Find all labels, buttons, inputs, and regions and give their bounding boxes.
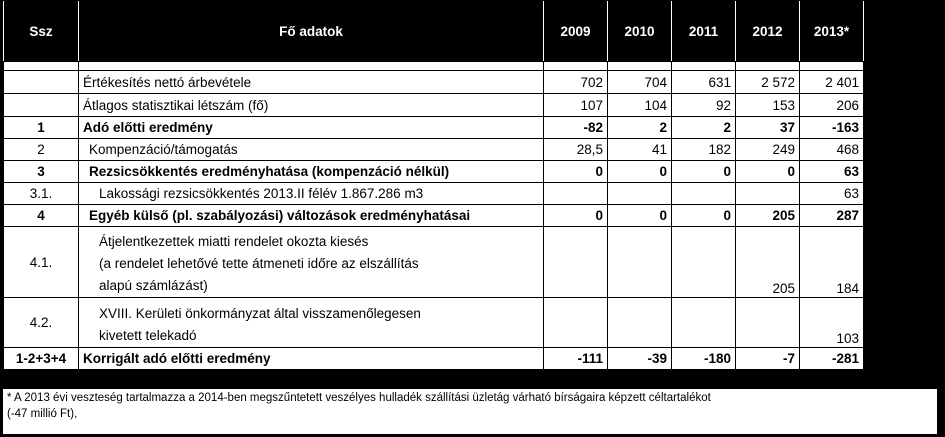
- cell-value: 0: [672, 205, 736, 227]
- cell-value: -163: [800, 117, 864, 139]
- cell-value: 0: [544, 205, 608, 227]
- cell-value: 2: [608, 117, 672, 139]
- table-row: [4, 183, 864, 205]
- cell-value: 104: [608, 94, 672, 117]
- table-row-empty: [4, 62, 864, 71]
- cell-value: 0: [608, 161, 672, 183]
- table-row: [4, 298, 864, 348]
- label-line: XVIII. Kerületi önkormányzat által visszamenőlegesen: [99, 306, 421, 321]
- cell-value: 184: [800, 227, 864, 298]
- table-row: [4, 227, 864, 298]
- cell-value: 205: [736, 227, 800, 298]
- cell-value: [736, 62, 800, 71]
- cell-value: [800, 62, 864, 71]
- cell-label: [79, 227, 544, 298]
- cell-value: -39: [608, 348, 672, 370]
- cell-label: Lakossági rezsicsökkentés 2013.II félév 1.867.286 m3: [79, 183, 544, 205]
- header-ssz: Ssz: [4, 1, 79, 62]
- cell-value: -281: [800, 348, 864, 370]
- cell-label: Egyéb külső (pl. szabályozási) változások eredményhatásai: [79, 205, 544, 227]
- cell-value: 0: [608, 205, 672, 227]
- header-year: 2010: [608, 1, 672, 62]
- cell-label: Átlagos statisztikai létszám (fő): [79, 94, 544, 117]
- cell-ssz: 2: [4, 139, 79, 161]
- cell-ssz: 1-2+3+4: [4, 348, 79, 370]
- table-row: [4, 205, 864, 227]
- cell-label: Rezsicsökkentés eredményhatása (kompenzáció nélkül): [79, 161, 544, 183]
- label-line: alapú számlázást): [99, 278, 208, 293]
- cell-value: 249: [736, 139, 800, 161]
- cell-value: -180: [672, 348, 736, 370]
- cell-value: 41: [608, 139, 672, 161]
- cell-ssz: [4, 71, 79, 94]
- cell-value: [608, 183, 672, 205]
- cell-value: [608, 62, 672, 71]
- label-line: Átjelentkezettek miatti rendelet okozta kiesés: [99, 234, 369, 249]
- cell-label: Adó előtti eredmény: [79, 117, 544, 139]
- cell-value: [544, 183, 608, 205]
- cell-value: [736, 183, 800, 205]
- cell-value: -82: [544, 117, 608, 139]
- cell-value: [544, 298, 608, 348]
- cell-value: 182: [672, 139, 736, 161]
- table-row: [4, 139, 864, 161]
- footnote-line: * A 2013 évi veszteség tartalmazza a 2014-ben megszűntetett veszélyes hulladék szállítási üzletág várható bírságaira képzett céltartalékot: [7, 392, 711, 404]
- table-row: [4, 94, 864, 117]
- cell-value: -111: [544, 348, 608, 370]
- cell-value: 63: [800, 183, 864, 205]
- cell-value: [736, 298, 800, 348]
- table-row: [4, 71, 864, 94]
- cell-value: 468: [800, 139, 864, 161]
- cell-ssz: [4, 94, 79, 117]
- cell-ssz: 3: [4, 161, 79, 183]
- table-header-row: [4, 1, 864, 62]
- header-year: 2012: [736, 1, 800, 62]
- cell-ssz: 1: [4, 117, 79, 139]
- header-year: 2013*: [800, 1, 864, 62]
- cell-value: 2: [672, 117, 736, 139]
- cell-value: 37: [736, 117, 800, 139]
- cell-value: 28,5: [544, 139, 608, 161]
- cell-ssz: 4.2.: [4, 298, 79, 348]
- cell-value: 107: [544, 94, 608, 117]
- cell-value: 287: [800, 205, 864, 227]
- cell-value: 206: [800, 94, 864, 117]
- table-row-total: [4, 348, 864, 370]
- cell-value: 0: [544, 161, 608, 183]
- cell-ssz: 4: [4, 205, 79, 227]
- cell-label: Korrigált adó előtti eredmény: [79, 348, 544, 370]
- label-line: (a rendelet lehetővé tette átmeneti időre az elszállítás: [99, 256, 419, 271]
- cell-value: [544, 227, 608, 298]
- header-year: 2009: [544, 1, 608, 62]
- header-year: 2011: [672, 1, 736, 62]
- cell-label: Értékesítés nettó árbevétele: [79, 71, 544, 94]
- cell-value: [544, 62, 608, 71]
- main-data-table: [3, 1, 864, 370]
- cell-value: 0: [672, 161, 736, 183]
- cell-value: -7: [736, 348, 800, 370]
- cell-value: 153: [736, 94, 800, 117]
- cell-value: [672, 62, 736, 71]
- cell-value: [608, 298, 672, 348]
- cell-value: 205: [736, 205, 800, 227]
- cell-value: 702: [544, 71, 608, 94]
- cell-ssz: 3.1.: [4, 183, 79, 205]
- cell-label: Kompenzáció/támogatás: [79, 139, 544, 161]
- table-row: [4, 161, 864, 183]
- table-row: [4, 117, 864, 139]
- label-line: kivetett telekadó: [99, 328, 197, 343]
- cell-value: 2 401: [800, 71, 864, 94]
- header-fo-adatok: Fő adatok: [79, 1, 544, 62]
- cell-value: [672, 298, 736, 348]
- cell-value: 631: [672, 71, 736, 94]
- cell-value: 92: [672, 94, 736, 117]
- footnote-line: (-47 millió Ft),: [7, 408, 78, 420]
- cell-value: 2 572: [736, 71, 800, 94]
- cell-label: [79, 298, 544, 348]
- cell-value: 103: [800, 298, 864, 348]
- cell-value: 63: [800, 161, 864, 183]
- cell-ssz: 4.1.: [4, 227, 79, 298]
- footnote: [3, 389, 937, 434]
- cell-ssz: [4, 62, 79, 71]
- cell-value: [608, 227, 672, 298]
- cell-value: 0: [736, 161, 800, 183]
- cell-value: [672, 183, 736, 205]
- cell-label: [79, 62, 544, 71]
- cell-value: 704: [608, 71, 672, 94]
- cell-value: [672, 227, 736, 298]
